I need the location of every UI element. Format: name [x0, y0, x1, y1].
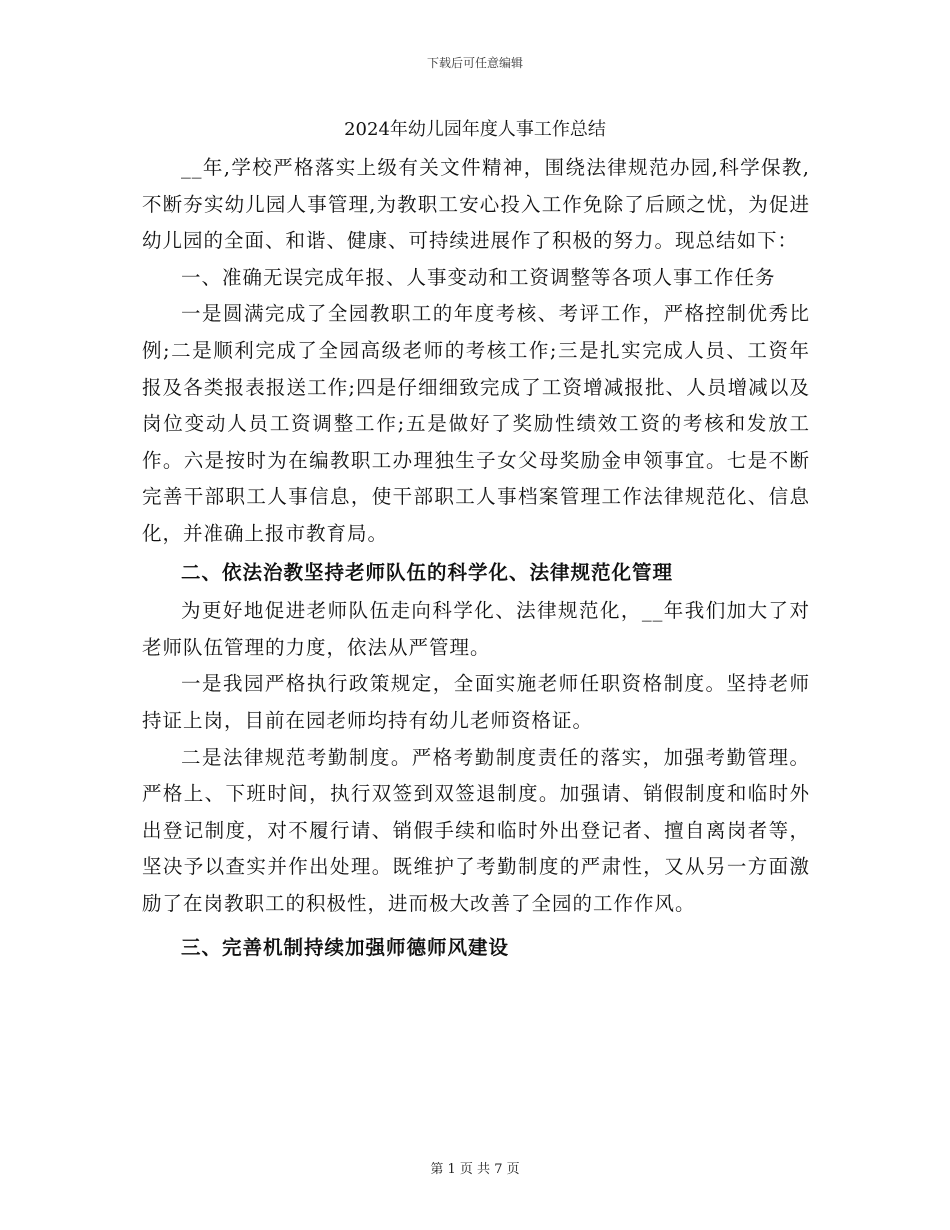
section-heading-1: 一、准确无误完成年报、人事变动和工资调整等各项人事工作任务: [181, 265, 776, 289]
page-footer: 第 1 页 共 7 页: [430, 1162, 520, 1177]
paragraph-section-2-item-1: 一是我园严格执行政策规定，全面实施老师任职资格制度。坚持老师持证上岗，目前在园老师均持有幼儿老师资格证。: [142, 672, 810, 732]
header-note: 下载后可任意编辑: [426, 56, 523, 70]
section-heading-3: 三、完善机制持续加强师德师风建设: [181, 936, 510, 960]
paragraph-section-1: 一是圆满完成了全园教职工的年度考核、考评工作，严格控制优秀比例;二是顺利完成了全园高级老师的考核工作;三是扎实完成人员、工资年报及各类报表报送工作;四是仔细细致完成了工资增减报批、人员增减以及岗位变动人员工资调整工作;五是做好了奖励性绩效工资的考核和发放工作。六是按时为在编教职工办理独生子女父母奖励金申领事宜。七是不断完善干部职工人事信息，使干部职工人事档案管理工作法律规范化、信息化，并准确上报市教育局。: [142, 302, 810, 545]
paragraph-intro: __年,学校严格落实上级有关文件精神，围绕法律规范办园,科学保教,不断夯实幼儿园人事管理,为教职工安心投入工作免除了后顾之忧，为促进幼儿园的全面、和谐、健康、可持续进展作了积极的努力。现总结如下：: [142, 156, 810, 253]
section-heading-2: 二、依法治教坚持老师队伍的科学化、法律规范化管理: [181, 560, 674, 584]
paragraph-section-2-intro: 为更好地促进老师队伍走向科学化、法律规范化，__年我们加大了对老师队伍管理的力度，依法从严管理。: [142, 599, 810, 659]
document-body: [142, 150, 810, 967]
paragraph-section-2-item-2: 二是法律规范考勤制度。严格考勤制度责任的落实，加强考勤管理。严格上、下班时间，执行双签到双签退制度。加强请、销假制度和临时外出登记制度，对不履行请、销假手续和临时外出登记者、擅自离岗者等，坚决予以查实并作出处理。既维护了考勤制度的严肃性，又从另一方面激励了在岗教职工的积极性，进而极大改善了全园的工作作风。: [142, 745, 810, 915]
document-title: 2024年幼儿园年度人事工作总结: [344, 119, 606, 140]
